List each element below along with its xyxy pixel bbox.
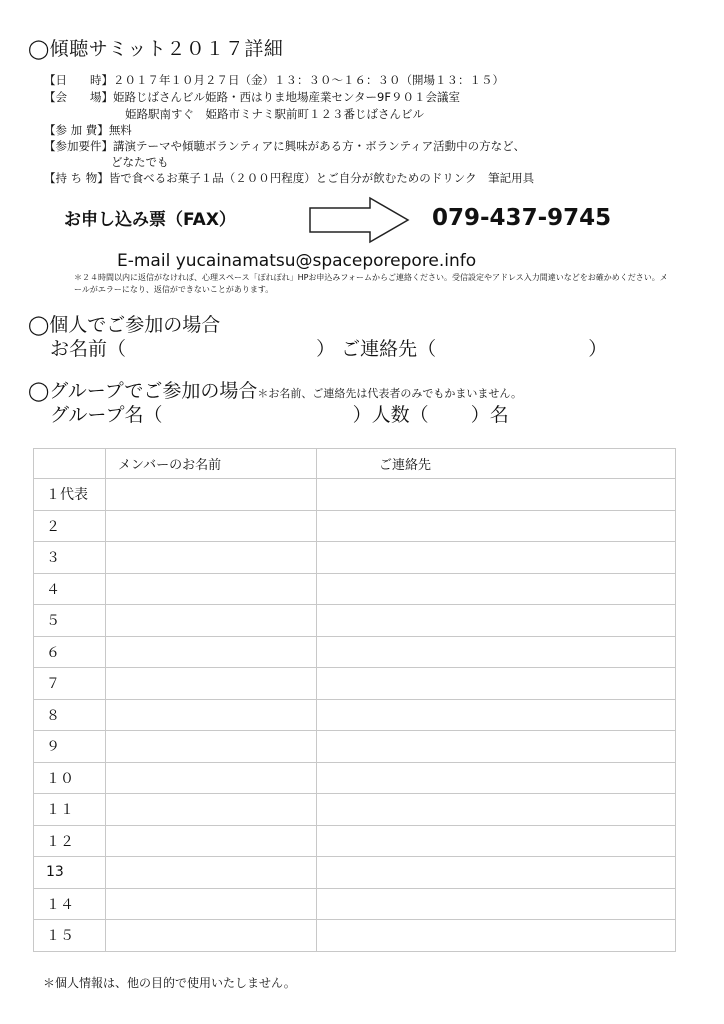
detail-label: 【日 時】 [44,73,113,87]
group-name-label: グループ名（ [50,404,163,426]
member-contact-cell[interactable] [317,920,676,952]
row-number: ４ [34,573,106,605]
member-name-cell[interactable] [106,605,317,637]
detail-label: 【参加要件】 [44,139,113,153]
member-name-cell[interactable] [106,573,317,605]
row-number: ３ [34,542,106,574]
group-count-close: ）名 [470,404,509,426]
individual-fields [50,334,607,361]
member-contact-cell[interactable] [317,573,676,605]
detail-date [44,72,504,89]
group-heading: ◯グループでご参加の場合 [28,380,258,402]
table-row [34,510,676,542]
member-contact-cell[interactable] [317,888,676,920]
fax-number: 079-437-9745 [432,205,612,231]
member-contact-cell[interactable] [317,699,676,731]
member-name-cell[interactable] [106,542,317,574]
group-note: ＊お名前、ご連絡先は代表者のみでもかまいません。 [257,387,522,400]
detail-value: 皆で食べるお菓子１品（２００円程度）とご自分が飲むためのドリンク 筆記用具 [108,171,535,185]
member-contact-cell[interactable] [317,542,676,574]
member-name-cell[interactable] [106,731,317,763]
member-contact-cell[interactable] [317,668,676,700]
row-number: ２ [34,510,106,542]
page-title: ◯傾聴サミット２０１７詳細 [28,38,284,60]
table-row [34,794,676,826]
row-number: １代表 [34,479,106,511]
detail-label: 【持 ち 物】 [44,171,109,185]
individual-name-label: お名前（ [50,338,127,360]
detail-items [44,170,534,187]
table-row [34,479,676,511]
table-row [34,731,676,763]
member-name-cell[interactable] [106,920,317,952]
row-number: １５ [34,920,106,952]
member-name-cell[interactable] [106,888,317,920]
table-row [34,920,676,952]
row-number: １０ [34,762,106,794]
detail-value: どなたでも [111,155,169,169]
detail-value: 姫路駅南すぐ 姫路市ミナミ駅前町１２３番じばさんビル [125,107,424,121]
member-name-cell[interactable] [106,510,317,542]
individual-heading: ◯個人でご参加の場合 [28,314,221,336]
row-number: 13 [34,857,106,889]
member-name-cell[interactable] [106,825,317,857]
row-number: ５ [34,605,106,637]
member-contact-cell[interactable] [317,731,676,763]
detail-value: 姫路じばさんビル姫路・西はりま地場産業センター9F９０１会議室 [113,90,460,104]
table-row [34,605,676,637]
detail-venue [44,89,460,106]
member-table [33,448,676,952]
detail-value: ２０１７年１０月２７日（金）１３：３０〜１６：３０（開場１３：１５） [113,73,504,87]
member-name-cell[interactable] [106,668,317,700]
detail-fee [44,122,132,139]
table-row [34,825,676,857]
table-row [34,636,676,668]
row-number: ７ [34,668,106,700]
fax-form-title: お申し込み票（FAX） [64,210,236,230]
detail-requirements-cont [111,154,169,171]
group-heading-line [28,376,522,403]
privacy-footer: ＊個人情報は、他の目的で使用いたしません。 [43,976,296,990]
group-fields [50,400,509,427]
table-row [34,888,676,920]
individual-contact-close: ） [588,338,608,360]
detail-value: 講演テーマや傾聴ボランティアに興味がある方・ボランティア活動中の方など、 [113,139,526,153]
individual-name-close: ） [316,338,336,360]
row-number: １１ [34,794,106,826]
table-header-row [34,449,676,479]
member-name-cell[interactable] [106,479,317,511]
detail-requirements [44,138,525,155]
header-contact: ご連絡先 [317,449,676,479]
member-name-cell[interactable] [106,636,317,668]
member-name-cell[interactable] [106,699,317,731]
table-row [34,573,676,605]
member-contact-cell[interactable] [317,605,676,637]
table-row [34,699,676,731]
group-count-label: ）人数（ [352,404,429,426]
member-contact-cell[interactable] [317,479,676,511]
detail-label: 【会 場】 [44,90,113,104]
row-number: ８ [34,699,106,731]
header-member-name: メンバーのお名前 [106,449,317,479]
table-row [34,857,676,889]
member-name-cell[interactable] [106,857,317,889]
email-note: ＊２４時間以内に返信がなければ、心理スペース「ぽれぽれ」HPお申込みフォームからご連絡ください。受信設定やアドレス入力間違いなどをお確かめください。メールがエラーになり、返信ができないことがあります。 [74,273,668,294]
member-contact-cell[interactable] [317,794,676,826]
member-contact-cell[interactable] [317,510,676,542]
detail-value: 無料 [108,123,132,137]
member-contact-cell[interactable] [317,636,676,668]
table-row [34,762,676,794]
row-number: １２ [34,825,106,857]
member-contact-cell[interactable] [317,857,676,889]
member-contact-cell[interactable] [317,825,676,857]
member-name-cell[interactable] [106,762,317,794]
row-number: ９ [34,731,106,763]
detail-venue-address [125,106,424,123]
row-number: １４ [34,888,106,920]
table-row [34,542,676,574]
individual-contact-label: ご連絡先（ [341,338,437,360]
detail-label: 【参 加 費】 [44,123,109,137]
member-contact-cell[interactable] [317,762,676,794]
row-number: ６ [34,636,106,668]
email-address: E-mail yucainamatsu@spaceporepore.info [117,251,477,271]
right-arrow-icon [308,196,412,244]
table-row [34,668,676,700]
member-name-cell[interactable] [106,794,317,826]
header-number [34,449,106,479]
